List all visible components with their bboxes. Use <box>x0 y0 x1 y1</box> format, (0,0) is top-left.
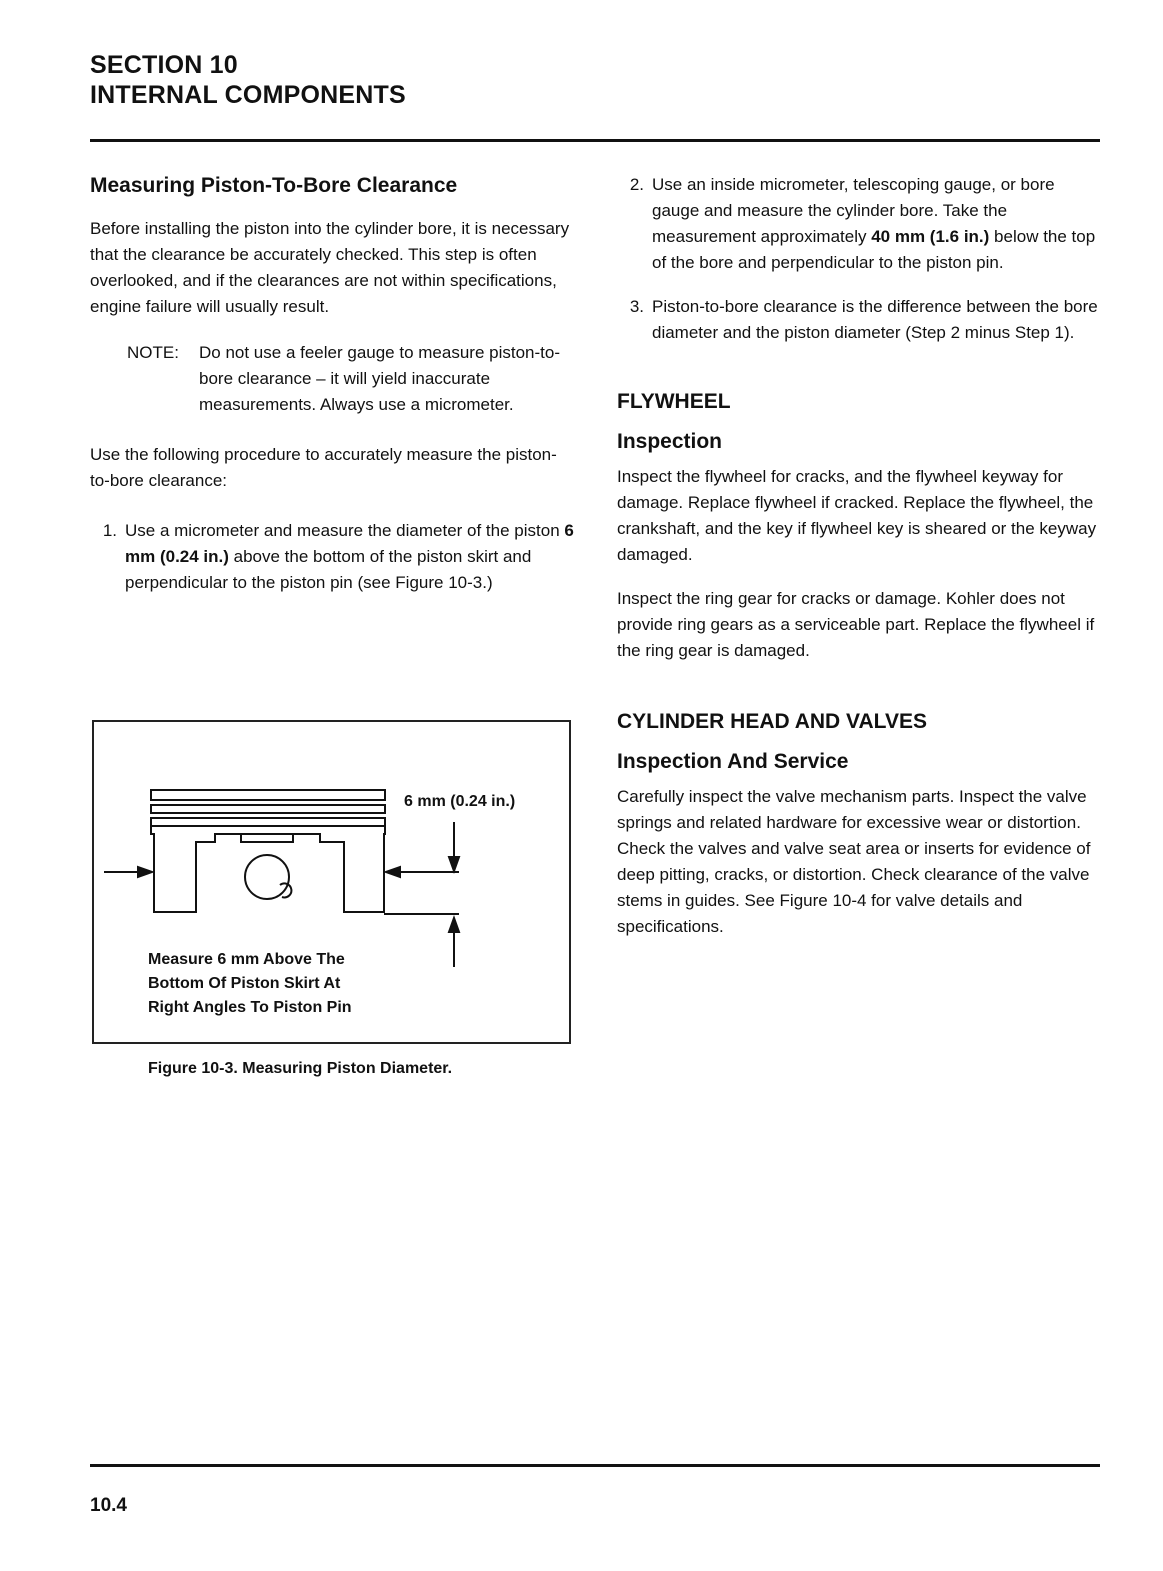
dimension-arrow-top-head <box>449 857 459 871</box>
note-text: Do not use a feeler gauge to measure piston-to-bore clearance – it will yield inaccurate measurements. Always use a micrometer. <box>199 343 560 414</box>
step-1-text: Use a micrometer and measure the diameter of the piston 6 mm (0.24 in.) above the bottom of the piston skirt and perpendicular to the piston pin (see Figure 10-3.) <box>125 521 574 592</box>
cylinder-head-subheading: Inspection And Service <box>617 750 849 773</box>
figure-instruction-line-3: Right Angles To Piston Pin <box>148 999 352 1016</box>
intro-paragraph: Before installing the piston into the cylinder bore, it is necessary that the clearance be accurately checked. This step is often overlooked, and if the clearances are not within specifications, engine failure will usually result. <box>90 219 570 316</box>
dimension-label: 6 mm (0.24 in.) <box>404 793 516 810</box>
step-2 <box>617 172 1102 276</box>
step-1 <box>90 518 575 596</box>
right-column <box>617 172 1102 940</box>
figure-instruction-line-2: Bottom Of Piston Skirt At <box>148 975 341 992</box>
step-3 <box>617 294 1102 346</box>
page-number: 10.4 <box>90 1495 127 1516</box>
top-rule <box>90 139 1100 142</box>
step-1-number: 1. <box>102 521 117 540</box>
piston-ring-3 <box>151 818 385 826</box>
cylinder-head-heading: CYLINDER HEAD AND VALVES <box>617 710 927 733</box>
left-measure-arrow <box>138 867 152 877</box>
cylinder-head-paragraph: Carefully inspect the valve mechanism parts. Inspect the valve springs and related hardware for excessive wear or distortion. Check the valves and valve seat area or inserts for evidence of deep pitting, cracks, or distortion. Check clearance of the valve stems in guides. See Figure 10-4 for valve details and specifications. <box>617 787 1091 936</box>
page-header <box>90 50 406 110</box>
figure-instruction-line-1: Measure 6 mm Above The <box>148 951 345 968</box>
section-number: SECTION 10 <box>90 51 238 79</box>
piston-skirt-slot <box>241 834 293 842</box>
flywheel-subheading: Inspection <box>617 430 723 453</box>
step-2-number: 2. <box>629 175 644 194</box>
section-title: INTERNAL COMPONENTS <box>90 81 406 109</box>
step-2-text: Use an inside micrometer, telescoping gauge, or bore gauge and measure the cylinder bore. Take the measurement approximately 40 mm (1.6 in.) below the top of the bore and perpendicular to the piston pin. <box>652 175 1096 272</box>
procedure-intro: Use the following procedure to accurately measure the piston-to-bore clearance: <box>90 445 557 490</box>
flywheel-paragraph-1: Inspect the flywheel for cracks, and the flywheel keyway for damage. Replace flywheel if cracked. Replace the flywheel, the crankshaft, and the key if flywheel key is sheared or the keyway damaged. <box>617 467 1097 564</box>
piston-ring-2 <box>151 805 385 813</box>
bottom-rule <box>90 1464 1100 1467</box>
flywheel-paragraph-2: Inspect the ring gear for cracks or damage. Kohler does not provide ring gears as a serviceable part. Replace the flywheel if the ring gear is damaged. <box>617 589 1095 660</box>
piston-figure <box>92 720 571 1044</box>
step-3-text: Piston-to-bore clearance is the difference between the bore diameter and the piston diameter (Step 2 minus Step 1). <box>652 297 1098 342</box>
note-label: NOTE: <box>127 343 179 362</box>
flywheel-heading: FLYWHEEL <box>617 390 731 413</box>
step-3-number: 3. <box>629 297 644 316</box>
note-block <box>127 340 575 418</box>
dimension-arrow-bottom-head <box>449 918 459 932</box>
piston-pin-notch <box>280 883 291 897</box>
right-measure-arrow <box>386 867 400 877</box>
piston-clearance-heading: Measuring Piston-To-Bore Clearance <box>90 174 458 197</box>
piston-ring-1 <box>151 790 385 800</box>
figure-caption: Figure 10-3. Measuring Piston Diameter. <box>148 1060 453 1077</box>
left-column <box>90 172 575 596</box>
piston-pin-bore <box>245 855 289 899</box>
figure-instruction <box>148 948 352 1020</box>
